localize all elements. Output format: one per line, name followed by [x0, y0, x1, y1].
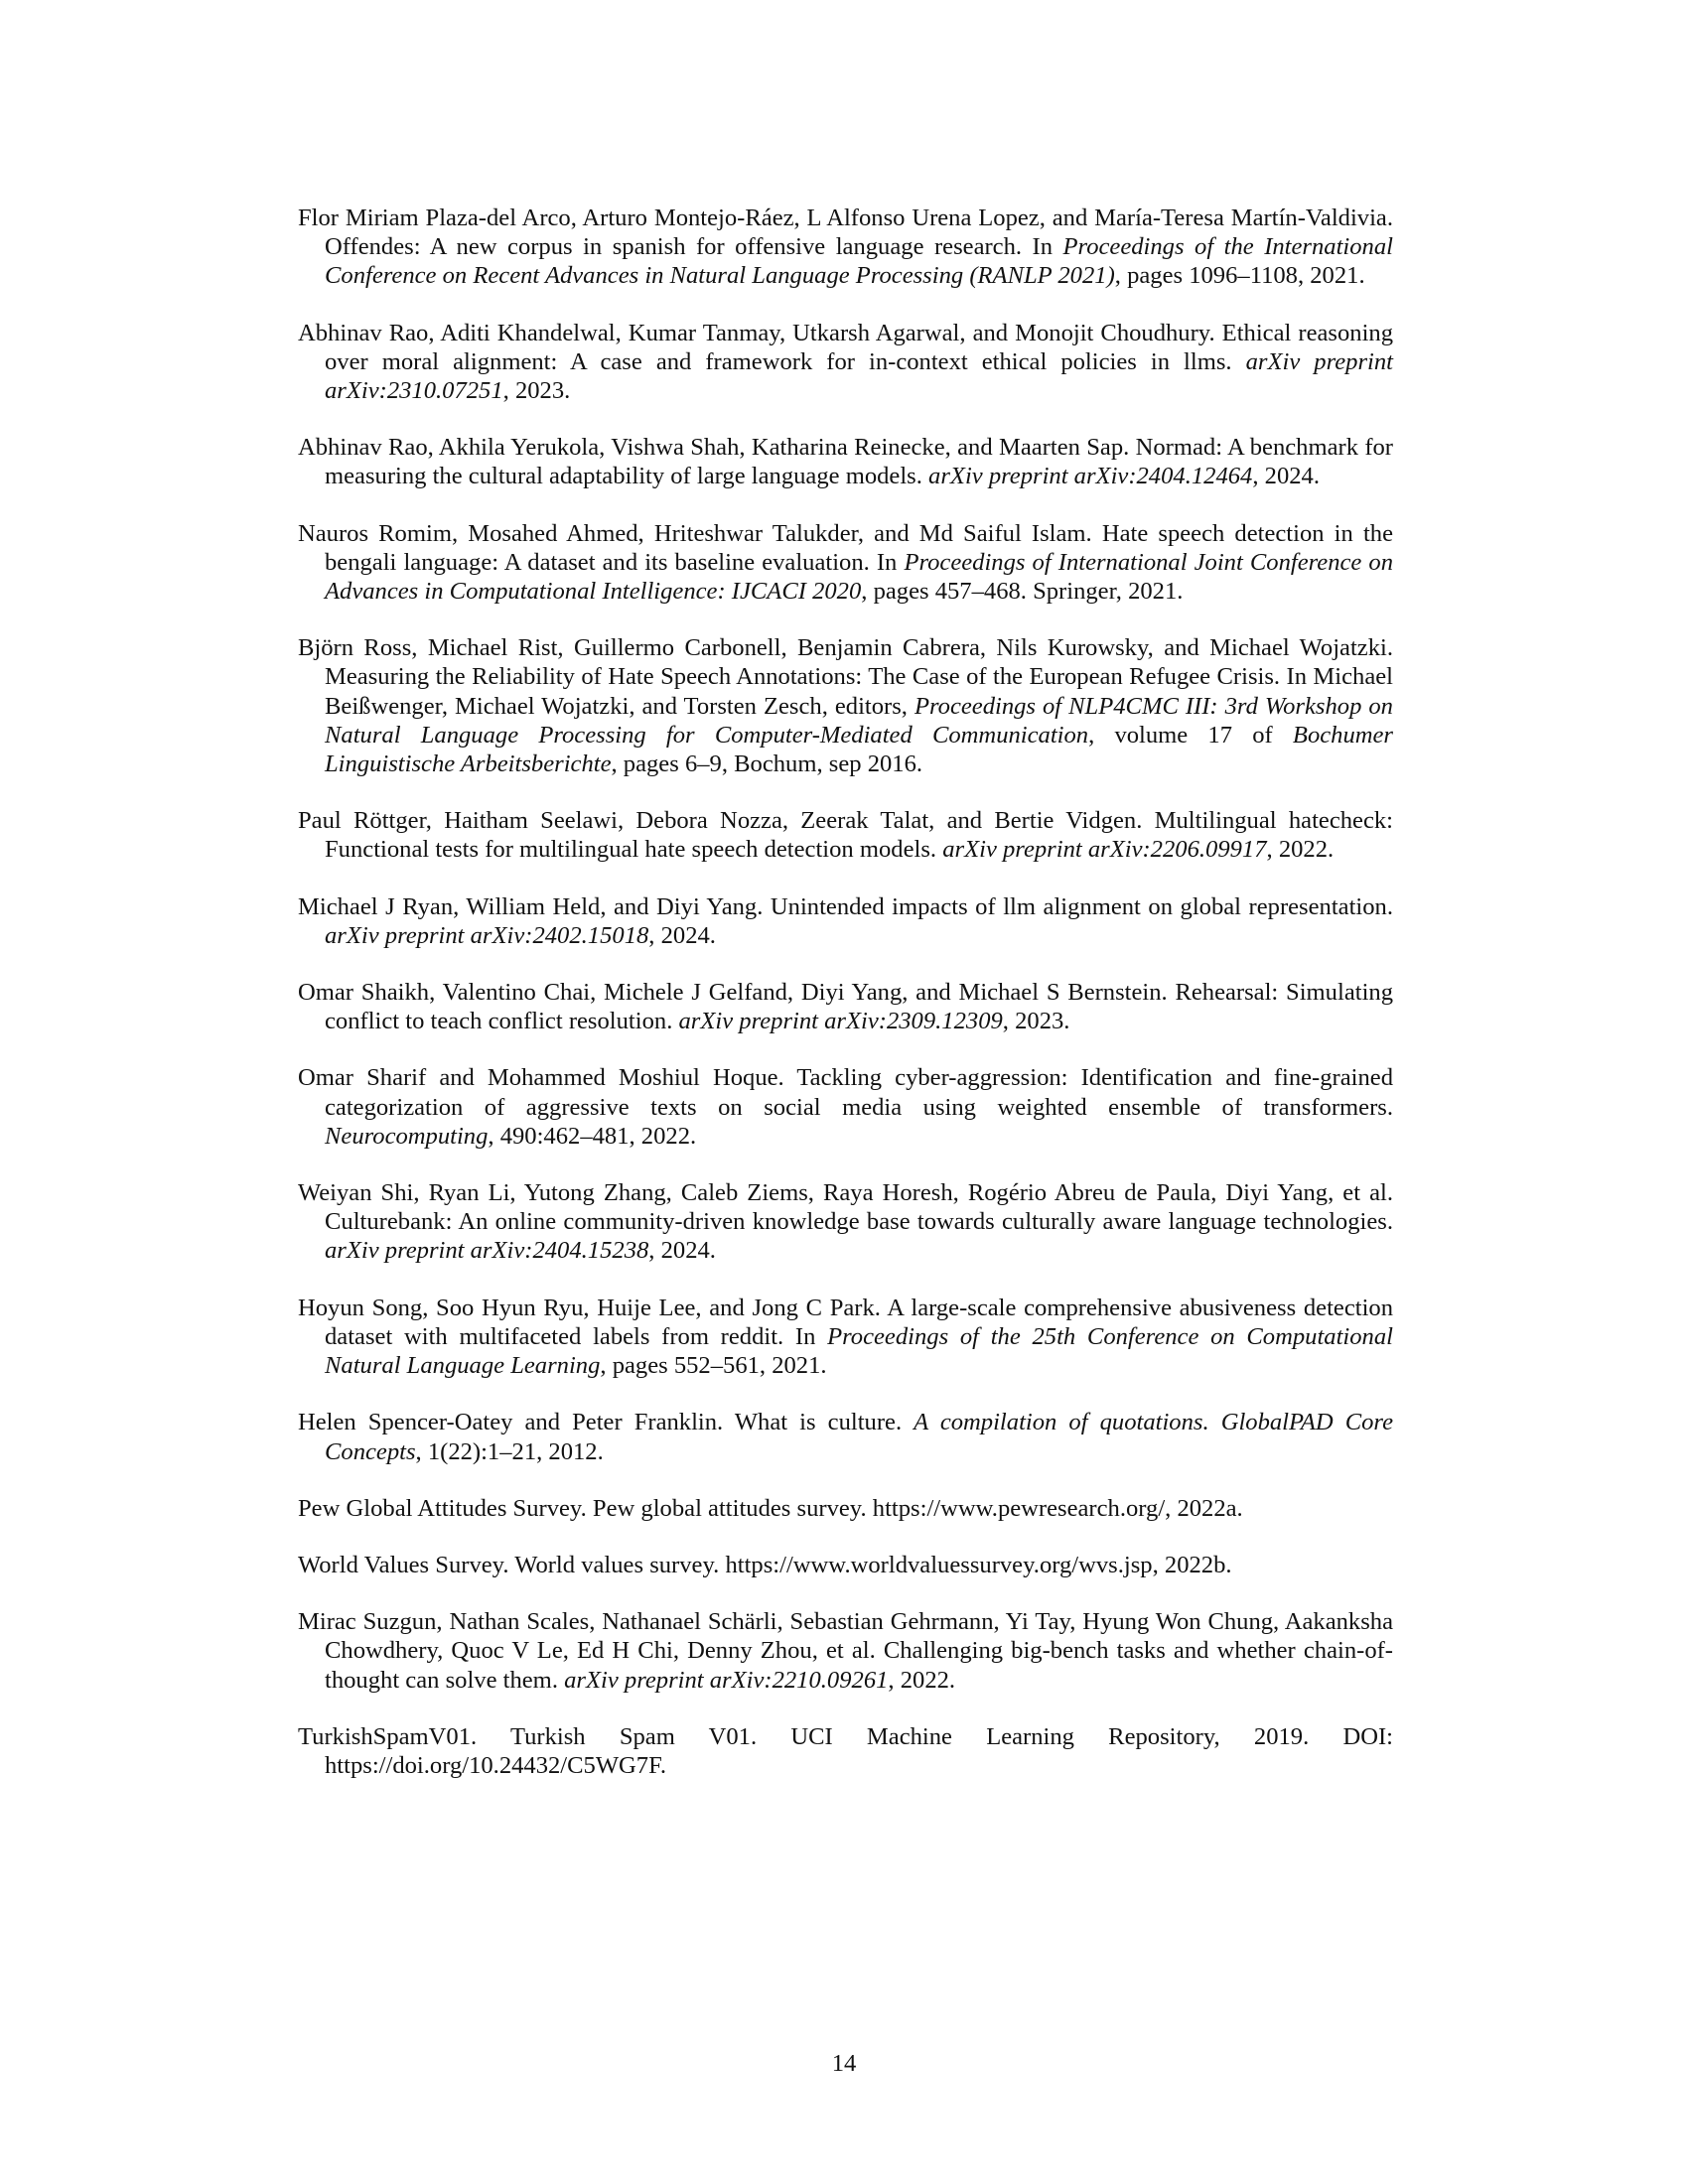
reference-entry [298, 204, 1393, 291]
reference-venue-text: Proceedings of the International Conference on Recent Advances in Natural Language Processing (RANLP 2021) [325, 233, 1393, 290]
reference-list [298, 204, 1393, 1780]
reference-entry [298, 892, 1393, 950]
reference-venue-text: Bochumer Linguistische Arbeitsberichte [325, 721, 1393, 778]
reference-venue-text: arXiv preprint arXiv:2309.12309 [678, 1008, 1003, 1035]
reference-text: , 2024. [648, 921, 716, 949]
reference-venue-text: arXiv preprint arXiv:2404.15238 [325, 1237, 649, 1265]
reference-text: , 490:462–481, 2022. [488, 1122, 697, 1150]
reference-text: , 2024. [1252, 463, 1320, 490]
reference-venue-text: Proceedings of NLP4CMC III: 3rd Workshop on Natural Language Processing for Computer-Mediated Communication [325, 692, 1393, 749]
reference-text: Abhinav Rao, Aditi Khandelwal, Kumar Tanmay, Utkarsh Agarwal, and Monojit Choudhury. Ethical reasoning over moral alignment: A case and framework for in-context ethical policies in llms. [298, 319, 1393, 375]
reference-text: Mirac Suzgun, Nathan Scales, Nathanael Schärli, Sebastian Gehrmann, Yi Tay, Hyung Won Chung, Aakanksha Chowdhery, Quoc V Le, Ed H Chi, Denny Zhou, et al. Challenging big-bench tasks and whether chain-of-thought can solve them. [298, 1608, 1393, 1694]
reference-venue-text: arXiv preprint arXiv:2210.09261 [564, 1666, 889, 1694]
reference-text: Björn Ross, Michael Rist, Guillermo Carbonell, Benjamin Cabrera, Nils Kurowsky, and Michael Wojatzki. Measuring the Reliability of Hate Speech Annotations: The Case of the European Refugee Crisis. In Michael Beißwenger, Michael Wojatzki, and Torsten Zesch, editors, [298, 634, 1393, 720]
reference-text: Helen Spencer-Oatey and Peter Franklin. What is culture. [298, 1409, 914, 1436]
reference-venue-text: arXiv preprint arXiv:2404.12464 [928, 463, 1253, 490]
reference-text: , 2023. [502, 377, 571, 405]
reference-entry [298, 1722, 1393, 1780]
reference-text: Pew Global Attitudes Survey. Pew global attitudes survey. https://www.pewresearch.org/, 2022a. [298, 1494, 1243, 1522]
reference-text: Omar Shaikh, Valentino Chai, Michele J Gelfand, Diyi Yang, and Michael S Bernstein. Rehearsal: Simulating conflict to teach conflict resolution. [298, 979, 1393, 1035]
reference-entry [298, 1551, 1393, 1579]
reference-venue-text: arXiv preprint arXiv:2310.07251 [325, 347, 1393, 405]
reference-text: , pages 552–561, 2021. [600, 1352, 827, 1380]
reference-entry [298, 1607, 1393, 1695]
reference-entry [298, 519, 1393, 607]
reference-venue-text: Neurocomputing [325, 1122, 489, 1150]
reference-entry [298, 806, 1393, 864]
reference-entry [298, 433, 1393, 490]
reference-entry [298, 978, 1393, 1035]
reference-entry [298, 319, 1393, 406]
page-number: 14 [831, 2050, 857, 2077]
reference-venue-text: Proceedings of International Joint Conference on Advances in Computational Intelligence: IJCACI 2020 [325, 548, 1393, 606]
references-page [298, 204, 1393, 1808]
reference-text: Paul Röttger, Haitham Seelawi, Debora Nozza, Zeerak Talat, and Bertie Vidgen. Multilingual hatecheck: Functional tests for multilingual hate speech detection models. [298, 807, 1393, 864]
reference-entry [298, 1063, 1393, 1151]
reference-text: , pages 6–9, Bochum, sep 2016. [611, 751, 923, 778]
reference-text: , 2023. [1002, 1008, 1070, 1035]
reference-text: , 1(22):1–21, 2012. [415, 1437, 604, 1465]
reference-text: , pages 457–468. Springer, 2021. [861, 578, 1184, 606]
reference-text: Omar Sharif and Mohammed Moshiul Hoque. Tackling cyber-aggression: Identification and fine-grained categorization of aggressive texts on social media using weighted ensemble of transformers. [298, 1064, 1393, 1121]
reference-entry [298, 1494, 1393, 1523]
reference-text: Michael J Ryan, William Held, and Diyi Yang. Unintended impacts of llm alignment on global representation. [298, 892, 1393, 920]
reference-text: , pages 1096–1108, 2021. [1114, 262, 1365, 290]
reference-venue-text: arXiv preprint arXiv:2402.15018 [325, 921, 649, 949]
reference-text: , 2024. [648, 1237, 716, 1265]
reference-entry [298, 1408, 1393, 1465]
reference-text: , volume 17 of [1088, 721, 1293, 749]
reference-text: , 2022. [888, 1666, 956, 1694]
reference-venue-text: A compilation of quotations. GlobalPAD Core Concepts [325, 1409, 1393, 1465]
reference-venue-text: Proceedings of the 25th Conference on Computational Natural Language Learning [325, 1322, 1393, 1380]
reference-text: Weiyan Shi, Ryan Li, Yutong Zhang, Caleb Ziems, Raya Horesh, Rogério Abreu de Paula, Diyi Yang, et al. Culturebank: An online community-driven knowledge base towards culturally aware language technologies. [298, 1179, 1393, 1236]
reference-entry [298, 1178, 1393, 1266]
reference-venue-text: arXiv preprint arXiv:2206.09917 [942, 836, 1267, 864]
reference-text: TurkishSpamV01. Turkish Spam V01. UCI Machine Learning Repository, 2019. DOI: https://doi.org/10.24432/C5WG7F. [298, 1722, 1393, 1779]
reference-entry [298, 1294, 1393, 1381]
reference-text: Hoyun Song, Soo Hyun Ryu, Huije Lee, and Jong C Park. A large-scale comprehensive abusiveness detection dataset with multifaceted labels from reddit. In [298, 1294, 1393, 1350]
reference-entry [298, 633, 1393, 778]
reference-text: World Values Survey. World values survey. https://www.worldvaluessurvey.org/wvs.jsp, 2022b. [298, 1551, 1232, 1578]
reference-text: Flor Miriam Plaza-del Arco, Arturo Montejo-Ráez, L Alfonso Urena Lopez, and María-Teresa Martín-Valdivia. Offendes: A new corpus in spanish for offensive language research. In [298, 205, 1393, 261]
reference-text: Abhinav Rao, Akhila Yerukola, Vishwa Shah, Katharina Reinecke, and Maarten Sap. Normad: A benchmark for measuring the cultural adaptability of large language models. [298, 434, 1393, 490]
reference-text: , 2022. [1266, 836, 1335, 864]
reference-text: Nauros Romim, Mosahed Ahmed, Hriteshwar Talukder, and Md Saiful Islam. Hate speech detection in the bengali language: A dataset and its baseline evaluation. In [298, 519, 1393, 576]
